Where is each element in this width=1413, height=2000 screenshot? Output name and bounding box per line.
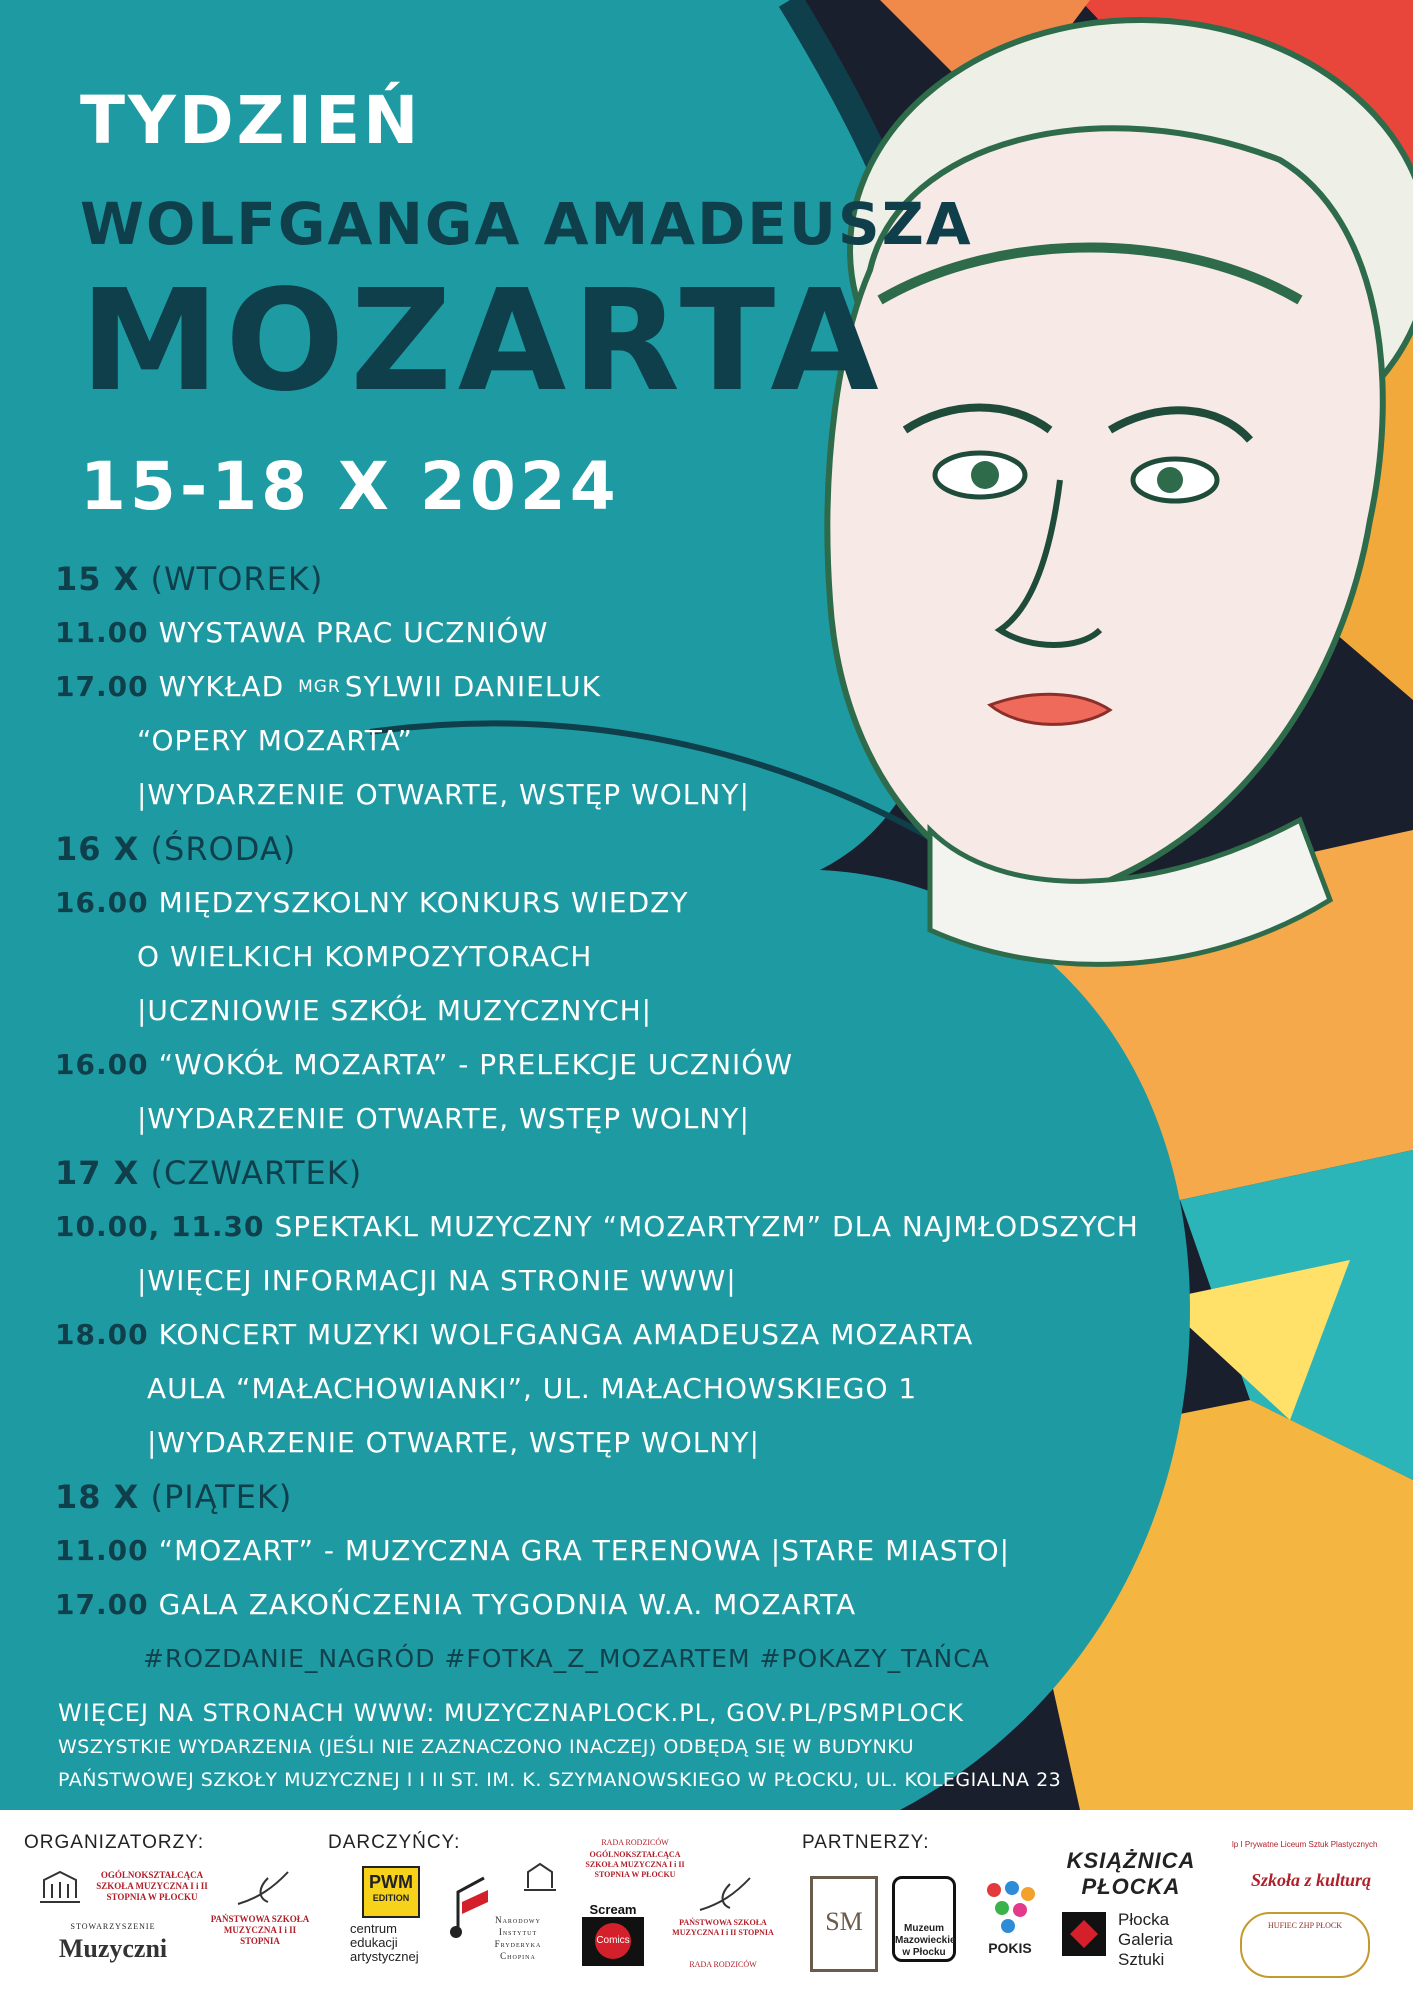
event-time: 17.00 (55, 1588, 149, 1621)
title-prefix: MGR (298, 677, 341, 697)
day-header (55, 1146, 1175, 1200)
sm-logo: SM (810, 1876, 878, 1972)
event-subtitle: “OPERY MOZARTA” (137, 724, 413, 757)
event-row (55, 1524, 1175, 1578)
title-line-1: TYDZIEŃ (80, 82, 422, 159)
event-row (55, 660, 1175, 714)
event-text: GALA ZAKOŃCZENIA TYGODNIA W.A. MOZARTA (158, 1588, 857, 1621)
event-text: SYLWII DANIELUK (344, 670, 601, 703)
pwm-logo (362, 1866, 420, 1918)
day-header (55, 1470, 1175, 1524)
liceum-logo: Szkoła z kulturą (1250, 1870, 1372, 1890)
day-weekday: (CZWARTEK) (150, 1154, 363, 1192)
zhp-logo: HUFIEC ZHP PŁOCK (1240, 1912, 1370, 1978)
event-note: |WYDARZENIE OTWARTE, WSTĘP WOLNY| (137, 778, 750, 811)
pwm-logo-text: PWM (369, 1872, 413, 1892)
parents-council-top: RADA RODZICÓW (601, 1838, 669, 1847)
event-text: MIĘDZYSZKOLNY KONKURS WIEDZY (158, 886, 689, 919)
galeria-logo: Płocka Galeria Sztuki (1118, 1910, 1173, 1969)
music-school-emblem-icon (36, 1868, 84, 1908)
event-time: 16.00 (55, 886, 149, 919)
event-row (55, 876, 1175, 930)
org3-logo: PAŃSTWOWA SZKOŁA MUZYCZNA I i II STOPNIA (210, 1914, 310, 1946)
event-row (55, 1578, 1175, 1632)
event-row (55, 606, 1175, 660)
venue-note-2: PAŃSTWOWEJ SZKOŁY MUZYCZNEJ I I II ST. IM. K. SZYMANOWSKIEGO W PŁOCKU, UL. KOLEGIALNA 23 (58, 1769, 1062, 1791)
org2-logo: Muzyczni (58, 1934, 168, 1963)
portrait-iris-right (1157, 467, 1183, 493)
event-time: 11.00 (55, 1534, 149, 1567)
event-text: SPEKTAKL MUZYCZNY “MOZARTYZM” DLA NAJMŁODSZYCH (274, 1210, 1139, 1243)
event-row (55, 1308, 1175, 1362)
cea-logo: centrum edukacji artystycznej (350, 1921, 419, 1964)
partners-label: PARTNERZY: (802, 1832, 930, 1853)
event-text: “MOZART” - MUZYCZNA GRA TERENOWA |STARE MIASTO| (158, 1534, 1011, 1567)
portrait-iris-left (971, 461, 999, 489)
event-text: WYKŁAD (158, 670, 285, 703)
pokis-dots-icon (980, 1878, 1040, 1938)
day-date: 15 X (55, 560, 140, 598)
event-time: 16.00 (55, 1048, 149, 1081)
museum-logo: Muzeum Mazowieckie w Płocku (892, 1876, 956, 1962)
event-dates: 15-18 X 2024 (80, 448, 620, 525)
event-time: 17.00 (55, 670, 149, 703)
scream-comics-logo (582, 1902, 644, 1966)
event-subtitle: O WIELKICH KOMPOZYTORACH (137, 940, 593, 973)
psm-parents-logo: PAŃSTWOWA SZKOŁA MUZYCZNA I i II STOPNIA (672, 1918, 774, 1937)
event-subtitle: AULA “MAŁACHOWIANKI”, UL. MAŁACHOWSKIEGO 1 (147, 1372, 918, 1405)
parents-council-logo: OGÓLNOKSZTAŁCĄCA SZKOŁA MUZYCZNA I i II STOPNIA W PŁOCKU (585, 1850, 685, 1879)
pwm-logo-sub: EDITION (372, 1893, 410, 1903)
event-time: 10.00, 11.30 (55, 1210, 265, 1243)
sponsors-bar (0, 1810, 1413, 2000)
psm-parents-sub: RADA RODZICÓW (689, 1960, 757, 1969)
scream-comics-sub: Comics (595, 1923, 631, 1959)
event-text: KONCERT MUZYKI WOLFGANGA AMADEUSZA MOZARTA (158, 1318, 974, 1351)
organizers-label: ORGANIZATORZY: (24, 1832, 205, 1853)
chopin-institute-logo: Narodowy Instytut Fryderyka Chopina (494, 1915, 542, 1961)
donors-label: DARCZYŃCY: (328, 1832, 461, 1853)
org2-logo-top: STOWARZYSZENIE (70, 1922, 156, 1931)
day-date: 16 X (55, 830, 140, 868)
event-note: |WIĘCEJ INFORMACJI NA STRONIE WWW| (137, 1264, 737, 1297)
event-text: “WOKÓŁ MOZARTA” - PRELEKCJE UCZNIÓW (158, 1048, 794, 1081)
day-weekday: (WTOREK) (150, 560, 324, 598)
day-date: 17 X (55, 1154, 140, 1192)
pokis-logo: POKIS (988, 1940, 1032, 1956)
footer-info (58, 1695, 1258, 1797)
venue-note-1: WSZYSTKIE WYDARZENIA (JEŚLI NIE ZAZNACZONO INACZEJ) ODBĘDĄ SIĘ W BUDYNKU (58, 1736, 915, 1758)
event-time: 18.00 (55, 1318, 149, 1351)
event-note: |UCZNIOWIE SZKÓŁ MUZYCZNYCH| (137, 994, 653, 1027)
treble-clef-icon (228, 1868, 298, 1908)
event-note: |WYDARZENIE OTWARTE, WSTĘP WOLNY| (137, 1102, 750, 1135)
liceum-logo-top: lp I Prywatne Liceum Sztuk Plastycznych (1232, 1840, 1378, 1849)
schedule (55, 552, 1175, 1686)
title-line-3: MOZARTA (80, 260, 885, 423)
day-weekday: (PIĄTEK) (150, 1478, 293, 1516)
scream-comics-text: Scream (582, 1902, 644, 1917)
event-row (55, 1038, 1175, 1092)
galeria-emblem-icon (1062, 1912, 1106, 1956)
event-row (55, 1200, 1175, 1254)
event-text: WYSTAWA PRAC UCZNIÓW (158, 616, 549, 649)
parents-council-emblem-icon (520, 1860, 560, 1896)
ksiaznica-logo: KSIĄŻNICA PŁOCKA (1066, 1848, 1196, 1899)
treble-clef-icon (690, 1874, 760, 1914)
day-header (55, 822, 1175, 876)
org1-logo: OGÓLNOKSZTAŁCĄCA SZKOŁA MUZYCZNA I i II STOPNIA W PŁOCKU (96, 1870, 208, 1902)
day-weekday: (ŚRODA) (150, 830, 297, 868)
day-header (55, 552, 1175, 606)
day-date: 18 X (55, 1478, 140, 1516)
event-note: |WYDARZENIE OTWARTE, WSTĘP WOLNY| (147, 1426, 760, 1459)
event-time: 11.00 (55, 616, 149, 649)
website-info: WIĘCEJ NA STRONACH WWW: MUZYCZNAPLOCK.PL, GOV.PL/PSMPLOCK (58, 1699, 964, 1727)
event-hashtags: #ROZDANIE_NAGRÓD #FOTKA_Z_MOZARTEM #POKAZY_TAŃCA (143, 1644, 990, 1673)
title-line-2: WOLFGANGA AMADEUSZA (80, 190, 973, 258)
